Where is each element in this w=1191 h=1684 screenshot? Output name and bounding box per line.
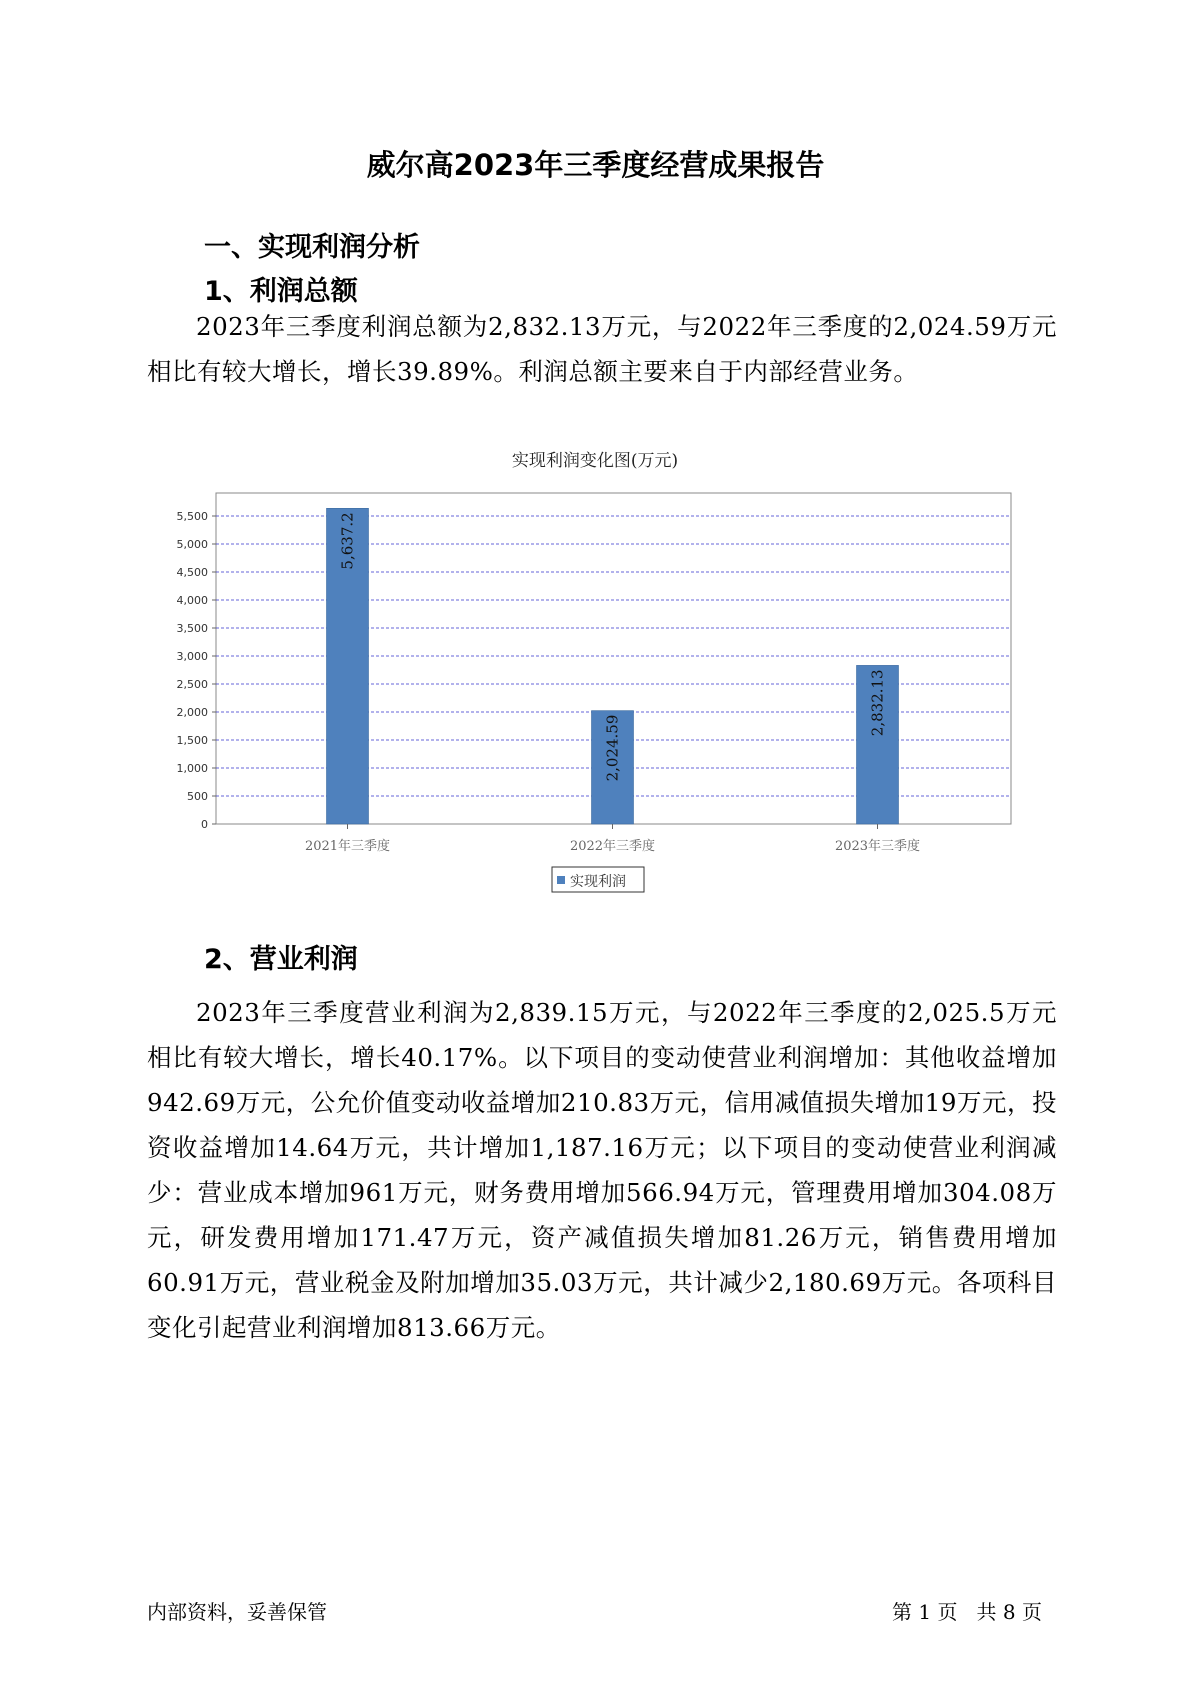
y-tick-label: 1,000 [176,762,208,775]
y-tick-label: 4,500 [176,566,208,579]
bar-value-label: 2,832.13 [868,669,887,737]
bar-value-label: 2,024.59 [603,714,622,782]
x-tick-label: 2021年三季度 [304,839,391,854]
subsection-heading-profit-total: 1、利润总额 [204,276,358,307]
footer-page-number: 第 1 页 共 8 页 [892,1600,1042,1624]
report-title: 威尔高2023年三季度经营成果报告 [366,148,825,182]
y-tick-label: 4,000 [176,594,208,607]
y-tick-label: 2,500 [176,678,208,691]
legend-swatch [557,876,565,884]
chart-title: 实现利润变化图(万元) [511,451,679,471]
y-tick-label: 500 [187,790,208,803]
y-tick-label: 1,500 [176,734,208,747]
paragraph-operating-profit: 2023年三季度营业利润为2,839.15万元，与2022年三季度的2,025.5万元相比有较大增长，增长40.17%。以下项目的变动使营业利润增加：其他收益增加942.69万元，公允价值变动收益增加210.83万元，信用减值损失增加19万元，投资收益增加14.64万元，共计增加1,187.16万元；以下项目的变动使营业利润减少：营业成本增加961万元，财务费用增加566.94万元，管理费用增加304.08万元，研发费用增加171.47万元，资产减值损失增加81.26万元，销售费用增加60.91万元，营业税金及附加增加35.03万元，共计减少2,180.69万元。各项科目变化引起营业利润增加813.66万元。 [147,998,1057,1342]
x-tick-label: 2022年三季度 [569,839,656,854]
y-tick-label: 3,500 [176,622,208,635]
y-tick-label: 5,000 [176,538,208,551]
bar-value-label: 5,637.2 [338,512,357,570]
x-tick-label: 2023年三季度 [834,839,921,854]
footer-confidential: 内部资料，妥善保管 [147,1600,327,1624]
section-heading: 一、实现利润分析 [204,232,420,263]
y-tick-label: 3,000 [176,650,208,663]
y-tick-label: 2,000 [176,706,208,719]
subsection-heading-operating-profit: 2、营业利润 [204,944,358,975]
y-tick-label: 5,500 [176,510,208,523]
y-tick-label: 0 [201,818,208,831]
chart-legend [552,867,644,892]
paragraph-profit-total: 2023年三季度利润总额为2,832.13万元，与2022年三季度的2,024.59万元相比有较大增长，增长39.89%。利润总额主要来自于内部经营业务。 [147,312,1057,386]
legend-label: 实现利润 [570,874,626,890]
